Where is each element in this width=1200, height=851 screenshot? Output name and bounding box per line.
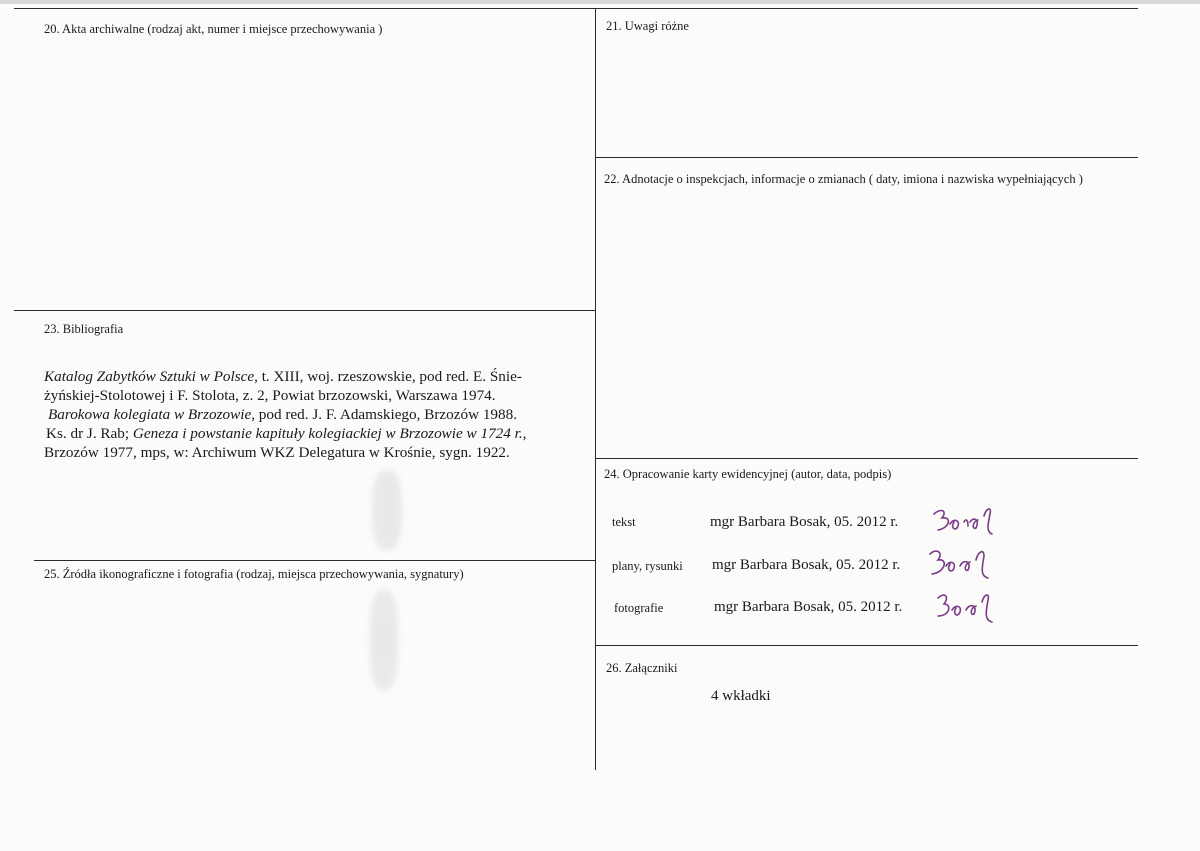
handwritten-signature bbox=[924, 546, 1000, 582]
attachments-value: 4 wkładki bbox=[711, 688, 771, 704]
bibliography-line: Ks. dr J. Rab; Geneza i powstanie kapituły kolegiackiej w Brzozowie w 1724 r., bbox=[46, 425, 527, 442]
author-row-value: mgr Barbara Bosak, 05. 2012 r. bbox=[714, 599, 903, 615]
rule-21-22 bbox=[596, 157, 1138, 158]
bibliography-line: Brzozów 1977, mps, w: Archiwum WKZ Delegatura w Krośnie, sygn. 1922. bbox=[44, 444, 510, 461]
section-21-label: 21. Uwagi różne bbox=[606, 19, 689, 33]
rule-24-26 bbox=[596, 645, 1138, 646]
author-row-value: mgr Barbara Bosak, 05. 2012 r. bbox=[710, 514, 899, 530]
rule-20-23 bbox=[14, 310, 596, 311]
author-row-label: tekst bbox=[612, 515, 636, 529]
section-24-label: 24. Opracowanie karty ewidencyjnej (autor, data, podpis) bbox=[604, 467, 892, 481]
section-22-label: 22. Adnotacje o inspekcjach, informacje o zmianach ( daty, imiona i nazwiska wypełniających ) bbox=[604, 172, 1083, 186]
bibliography-text bbox=[44, 367, 526, 462]
section-26-label: 26. Załączniki bbox=[606, 661, 678, 675]
author-row-value: mgr Barbara Bosak, 05. 2012 r. bbox=[712, 557, 901, 573]
author-row-label: fotografie bbox=[614, 601, 664, 615]
handwritten-signature bbox=[932, 588, 1002, 624]
paper-top-edge bbox=[0, 0, 1200, 4]
handwritten-signature bbox=[930, 504, 1006, 538]
rule-22-24 bbox=[596, 458, 1138, 459]
bibliography-line: Katalog Zabytków Sztuki w Polsce, t. XIII, woj. rzeszowskie, pod red. E. Śnie- bbox=[44, 368, 522, 385]
section-25-label: 25. Źródła ikonograficzne i fotografia (rodzaj, miejsca przechowywania, sygnatury) bbox=[44, 567, 464, 581]
top-rule bbox=[14, 8, 1138, 9]
scan-smudge bbox=[372, 470, 402, 550]
scan-smudge bbox=[370, 590, 398, 690]
author-row-label: plany, rysunki bbox=[612, 559, 683, 573]
bibliography-line: żyńskiej-Stolotowej i F. Stolota, z. 2, Powiat brzozowski, Warszawa 1974. bbox=[44, 387, 496, 404]
rule-23-25 bbox=[34, 560, 596, 561]
section-23-label: 23. Bibliografia bbox=[44, 322, 124, 336]
center-divider bbox=[595, 8, 596, 770]
bibliography-line: Barokowa kolegiata w Brzozowie, pod red. J. F. Adamskiego, Brzozów 1988. bbox=[48, 406, 518, 423]
section-20-label: 20. Akta archiwalne (rodzaj akt, numer i miejsce przechowywania ) bbox=[44, 22, 383, 36]
